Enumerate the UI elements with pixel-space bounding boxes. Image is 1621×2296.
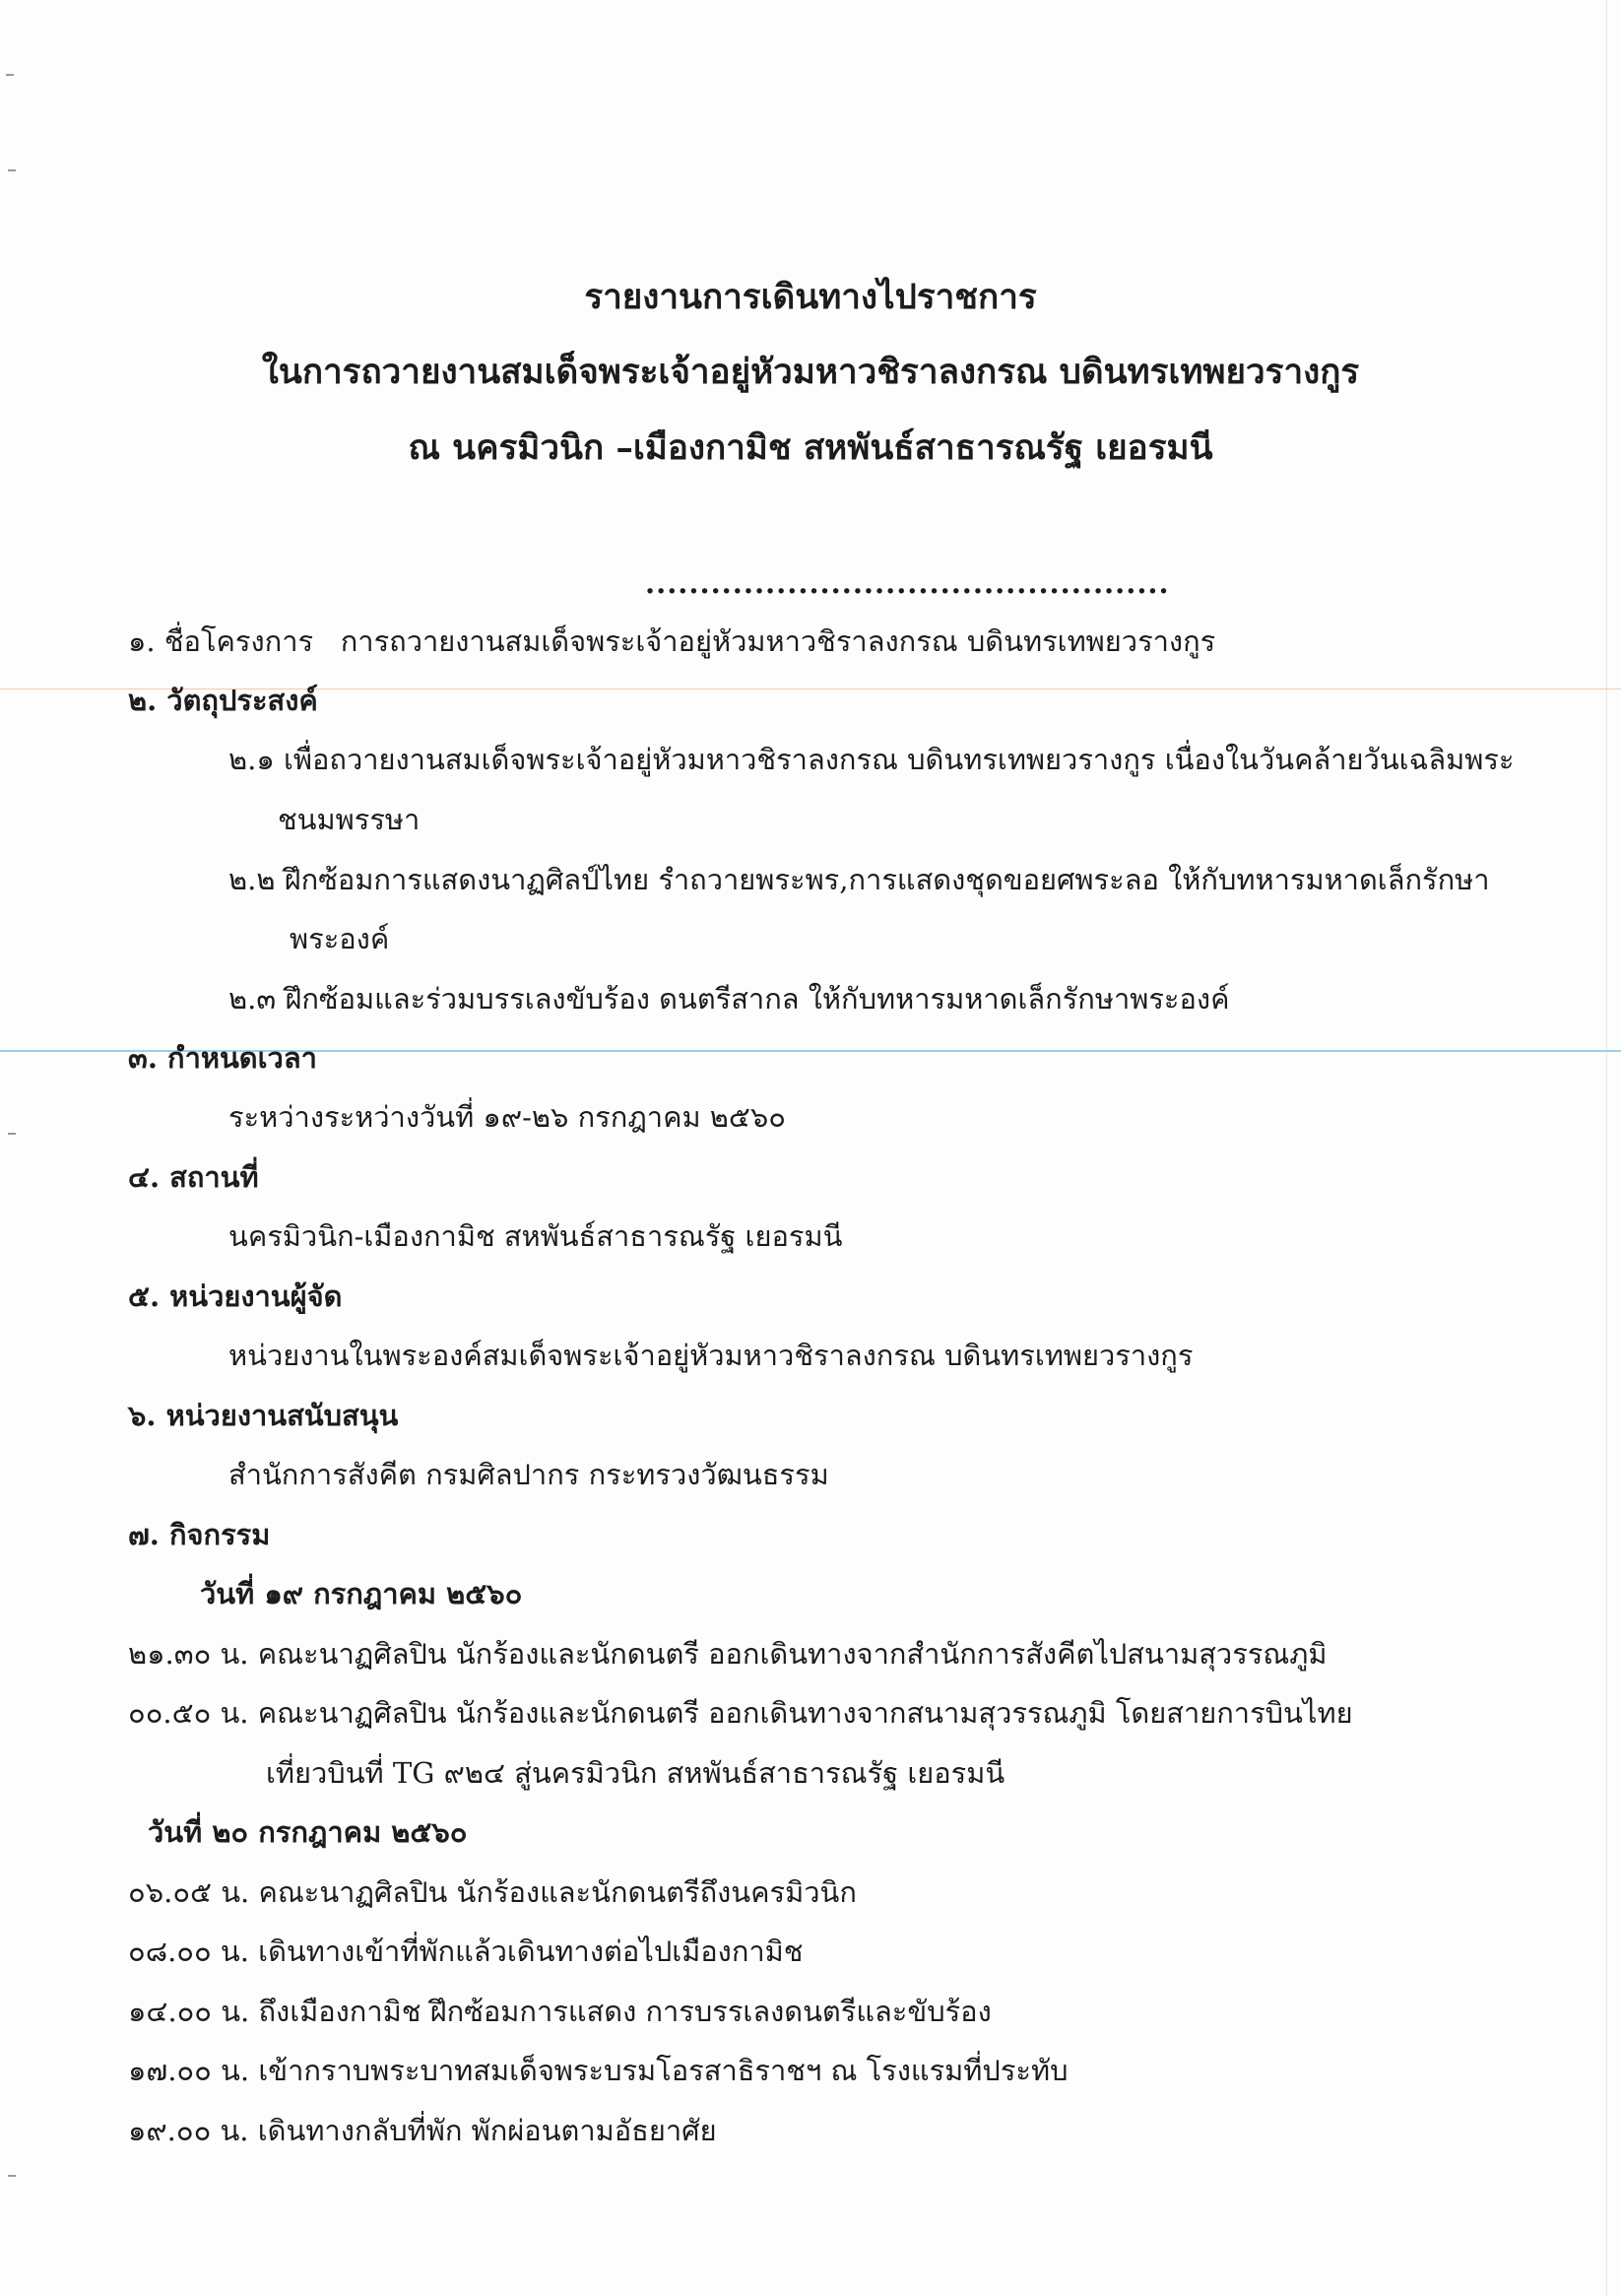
schedule-entry bbox=[128, 1634, 1328, 1673]
schedule-text: เดินทางกลับที่พัก พักผ่อนตามอัธยาศัย bbox=[257, 2114, 717, 2147]
section-2-heading: ๒. วัตถุประสงค์ bbox=[128, 684, 318, 717]
schedule-time: ๐๘.๐๐ น. bbox=[128, 1935, 249, 1968]
schedule-entry bbox=[128, 2111, 717, 2150]
scan-speck bbox=[6, 74, 14, 76]
section-7-heading: ๗. กิจกรรม bbox=[128, 1518, 271, 1551]
scan-edge-line bbox=[1606, 0, 1607, 2296]
schedule-text: ถึงเมืองกามิช ฝึกซ้อมการแสดง การบรรเลงดนตรีและขับร้อง bbox=[258, 1995, 992, 2028]
section-4-value: นครมิวนิก-เมืองกามิช สหพันธ์สาธารณรัฐ เยอรมนี bbox=[228, 1219, 843, 1253]
scan-speck bbox=[8, 2175, 16, 2177]
schedule-text-continued: เที่ยวบินที่ TG ๙๒๔ สู่นครมิวนิก สหพันธ์สาธารณรัฐ เยอรมนี bbox=[266, 1756, 1005, 1790]
scan-speck bbox=[8, 169, 16, 171]
objective-2-1: ๒.๑ เพื่อถวายงานสมเด็จพระเจ้าอยู่หัวมหาวชิราลงกรณ บดินทรเทพยวรางกูร เนื่องในวันคล้ายวันเฉลิมพระ bbox=[228, 743, 1515, 776]
scan-speck bbox=[8, 1133, 16, 1135]
schedule-text: คณะนาฏศิลปิน นักร้องและนักดนตรี ออกเดินทางจากสำนักการสังคีตไปสนามสุวรรณภูมิ bbox=[257, 1637, 1328, 1671]
objective-2-2-continued: พระองค์ bbox=[290, 922, 390, 955]
schedule-time: ๐๖.๐๕ น. bbox=[128, 1875, 250, 1909]
section-6-heading: ๖. หน่วยงานสนับสนุน bbox=[128, 1399, 399, 1432]
section-3-heading: ๓. กำหนดเวลา bbox=[128, 1041, 317, 1075]
document-title-line-2: ในการถวายงานสมเด็จพระเจ้าอยู่หัวมหาวชิราลงกรณ บดินทรเทพยวรางกูร bbox=[261, 352, 1360, 392]
schedule-time: ๒๑.๓๐ น. bbox=[128, 1637, 249, 1671]
section-1-value: การถวายงานสมเด็จพระเจ้าอยู่หัวมหาวชิราลงกรณ บดินทรเทพยวรางกูร bbox=[340, 624, 1216, 658]
schedule-text: เข้ากราบพระบาทสมเด็จพระบรมโอรสาธิราชฯ ณ โรงแรมที่ประทับ bbox=[258, 2054, 1069, 2087]
objective-2-2: ๒.๒ ฝึกซ้อมการแสดงนาฏศิลป์ไทย รำถวายพระพร,การแสดงชุดขอยศพระลอ ให้กับทหารมหาดเล็กรักษา bbox=[228, 863, 1490, 896]
schedule-entry bbox=[128, 1872, 857, 1912]
section-3-value: ระหว่างระหว่างวันที่ ๑๙-๒๖ กรกฎาคม ๒๕๖๐ bbox=[228, 1100, 786, 1134]
schedule-time: ๑๙.๐๐ น. bbox=[128, 2114, 249, 2147]
schedule-entry bbox=[128, 1992, 992, 2031]
schedule-time: ๐๐.๕๐ น. bbox=[128, 1696, 249, 1730]
schedule-entry bbox=[128, 1932, 803, 1971]
section-6-value: สำนักการสังคีต กรมศิลปากร กระทรวงวัฒนธรรม bbox=[228, 1458, 829, 1491]
objective-2-3: ๒.๓ ฝึกซ้อมและร่วมบรรเลงขับร้อง ดนตรีสากล ให้กับทหารมหาดเล็กรักษาพระองค์ bbox=[228, 982, 1230, 1016]
schedule-text: คณะนาฏศิลปิน นักร้องและนักดนตรีถึงนครมิวนิก bbox=[258, 1875, 857, 1909]
day-1-heading: วันที่ ๑๙ กรกฎาคม ๒๕๖๐ bbox=[200, 1577, 523, 1610]
document-title-line-3: ณ นครมิวนิก –เมืองกามิช สหพันธ์สาธารณรัฐ เยอรมนี bbox=[408, 427, 1213, 468]
section-1-project-name bbox=[128, 622, 1215, 661]
schedule-time: ๑๗.๐๐ น. bbox=[128, 2054, 250, 2087]
schedule-entry bbox=[128, 2051, 1069, 2090]
schedule-time: ๑๔.๐๐ น. bbox=[128, 1995, 250, 2028]
section-5-heading: ๕. หน่วยงานผู้จัด bbox=[128, 1279, 343, 1313]
document-title-line-1: รายงานการเดินทางไปราชการ bbox=[584, 277, 1037, 317]
schedule-entry bbox=[128, 1693, 1353, 1733]
section-5-value: หน่วยงานในพระองค์สมเด็จพระเจ้าอยู่หัวมหาวชิราลงกรณ บดินทรเทพยวรางกูร bbox=[228, 1339, 1194, 1372]
section-4-heading: ๔. สถานที่ bbox=[128, 1160, 259, 1194]
title-separator: ................................................ bbox=[645, 566, 1170, 600]
day-2-heading: วันที่ ๒๐ กรกฎาคม ๒๕๖๐ bbox=[148, 1815, 468, 1849]
section-1-label: ๑. ชื่อโครงการ bbox=[128, 624, 314, 658]
schedule-text: คณะนาฏศิลปิน นักร้องและนักดนตรี ออกเดินทางจากสนามสุวรรณภูมิ โดยสายการบินไทย bbox=[257, 1696, 1353, 1730]
schedule-text: เดินทางเข้าที่พักแล้วเดินทางต่อไปเมืองกามิช bbox=[258, 1935, 804, 1968]
objective-2-1-continued: ชนมพรรษา bbox=[278, 803, 421, 836]
